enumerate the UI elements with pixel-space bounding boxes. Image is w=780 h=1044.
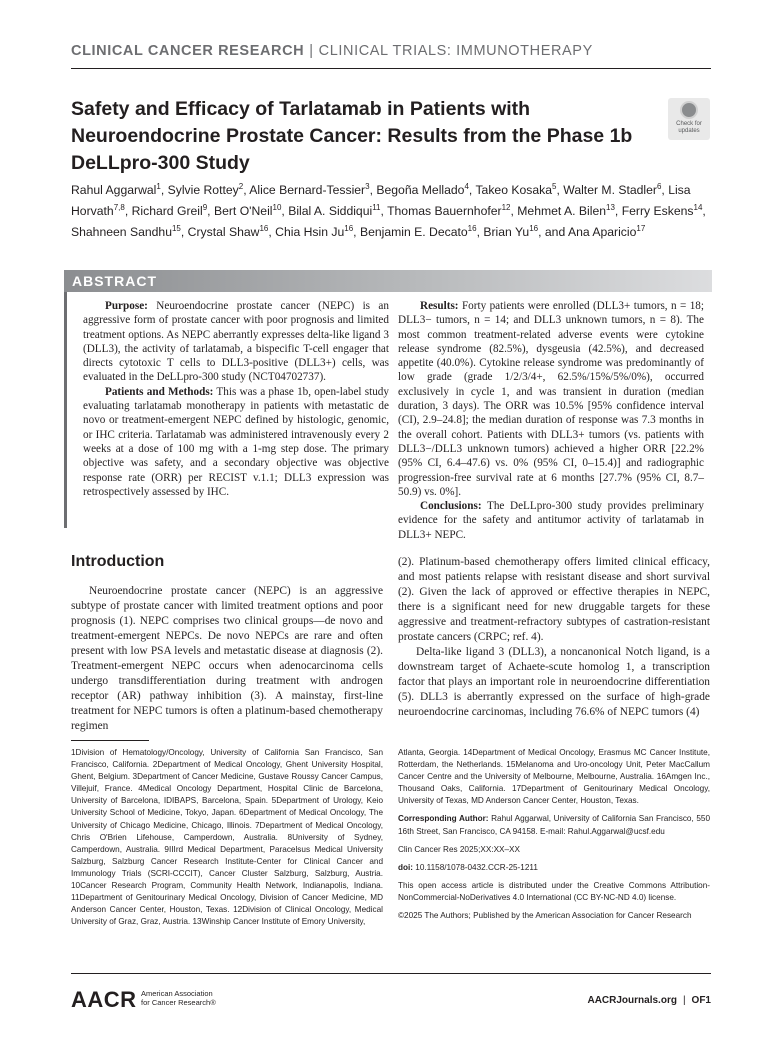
author-name: Rahul Aggarwal [71,183,157,198]
author-name: Ana Aparicio [567,225,637,240]
author-list [71,178,711,241]
copyright-note: ©2025 The Authors; Published by the American Association for Cancer Research [398,911,692,921]
author-separator: , [380,204,388,219]
author-affiliation: 14 [693,203,703,213]
author-affiliation: 2 [238,182,244,191]
author-name: Richard Greil [131,204,203,219]
author-name: Crystal Shaw [187,225,260,240]
citation: Clin Cancer Res 2025;XX:XX–XX [398,844,520,854]
abstract-results [398,299,704,499]
header-rule [71,68,711,69]
author-separator: , [661,183,669,198]
author-name: Thomas Bauernhofer [387,204,502,219]
abstract-purpose-label: Purpose: [105,300,148,312]
journal-site-link[interactable]: AACRJournals.org [587,995,677,1006]
author-separator: , [268,225,276,240]
author-affiliation: 16 [344,224,354,234]
corresponding-text: Rahul Aggarwal, University of California San Francisco, 550 16th Street, San Francisco, CA 94158. E-mail: Rahul.Aggarwal@ucsf.edu [398,814,710,836]
header-separator: | [309,43,314,59]
abstract-banner [64,270,712,292]
affiliations-left [71,747,383,934]
intro-left-column [71,584,383,734]
abstract-purpose-text: Neuroendocrine prostate cancer (NEPC) is an aggressive form of prostate cancer with poor prognosis and limited treatment options. As NEPC aberrantly expresses delta-like ligand 3 (DLL3), the activity of tarlatamab, a bispecific T-cell engager that directs cytotoxic T cells to DLL3-positive (DLL3+) cells, was evaluated in the DeLLpro-300 study (NCT04702737). [83,300,389,384]
journal-name: CLINICAL CANCER RESEARCH [71,43,305,59]
author-name: Shahneen Sandhu [71,225,172,240]
author-affiliation: 17 [636,224,646,234]
author-affiliation: 15 [171,224,181,234]
author-separator: , [510,204,518,219]
author-name: Bilal A. Siddiqui [288,204,373,219]
abstract-methods-text: This was a phase 1b, open-label study evaluating tarlatamab monotherapy in patients with metastatic de novo or treatment-emergent NEPC defined by histologic, genomic, or IHC criteria. Tarlatamab was administered intravenously every 2 weeks at a dose of 100 mg with a 1-mg step dose. The primary objective was safety, and a secondary objective was objective response rate (ORR) per RECIST v.1.1; DLL3 expression was retrospectively assessed by IHC. [83,385,389,498]
check-for-updates-badge[interactable] [668,98,710,140]
doi [398,862,710,874]
intro-paragraph-1: Neuroendocrine prostate cancer (NEPC) is an aggressive subtype of prostate cancer with limited treatment options and poor prognosis (1). NEPC comprises two clinical groups—de novo and treatment-emergent NEPCs. De novo NEPCs are rare and often present with low PSA levels and metastatic disease at diagnosis (2). Treatment-emergent NEPC occurs when adenocarcinoma cells undergo transdifferentiation during treatment with androgen receptor (AR) pathway inhibition (3). A mainstay, first-line treatment for NEPC tumors is often a platinum-based chemotherapy regimen [71,585,383,732]
journal-header [71,43,711,59]
author-name: Begoña Mellado [376,183,465,198]
author-affiliation: 16 [467,224,477,234]
author-name: Lisa Horvath [71,183,691,219]
aacr-org-name [141,989,216,1007]
abstract-conclusions-text: The DeLLpro-300 study provides preliminary evidence for the safety and antitumor activity of tarlatamab in DLL3+ NEPC. [398,500,704,541]
author-name: Bert O'Neil [213,204,273,219]
author-separator: , [353,225,360,240]
author-name: Alice Bernard-Tessier [249,183,366,198]
author-affiliation: 11 [372,203,381,213]
abstract-right-column [398,299,704,542]
author-name: Sylvie Rottey [167,183,239,198]
author-name: Ferry Eskens [621,204,694,219]
abstract-methods-label: Patients and Methods: [105,385,214,398]
journal-section: CLINICAL TRIALS: IMMUNOTHERAPY [318,43,593,59]
author-name: Walter M. Stadler [563,183,657,198]
author-separator: , [476,225,484,240]
author-affiliation: 13 [606,203,615,213]
abstract-results-label: Results: [420,300,459,312]
footer-page-info [587,995,711,1006]
footer-pipe: | [682,995,686,1006]
intro-paragraph-continued: (2). Platinum-based chemotherapy offers limited clinical efficacy, and most patients relapse with resistant disease and short survival (2). Given the lack of approved or effective therapies in NEPC, there is a significant need for new druggable targets for these aggressive and treatment-refractory subtypes of castration-resistant prostate cancers (CRPC; ref. 4). [398,556,710,643]
author-name: Mehmet A. Bilen [517,204,607,219]
license-note: This open access article is distributed under the Creative Commons Attribution-NonCommercial-NoDerivatives 4.0 International (CC BY-NC-ND 4.0) license. [398,880,710,902]
author-affiliation: 6 [656,182,662,191]
author-affiliation: 5 [552,182,557,191]
author-affiliation: 16 [529,224,539,234]
introduction-heading: Introduction [71,553,165,570]
abstract-conclusions [398,499,704,542]
article-title: Safety and Efficacy of Tarlatamab in Patients with Neuroendocrine Prostate Cancer: Results from the Phase 1b DeLLpro-300 Study [71,98,633,174]
affiliations-right [398,747,710,928]
check-updates-label: Check for updates [676,121,702,134]
abstract-purpose [83,299,389,385]
author-separator: , [243,183,250,198]
intro-paragraph-2: Delta-like ligand 3 (DLL3), a noncanonical Notch ligand, is a downstream target of Achaete-scute homolog 1, a transcription factor that plays an important role in neuroendocrine differentiation (5). DLL3 is aberrantly expressed on the surface of high-grade neuroendocrine carcinomas, including 76.6% of NEPC tumors (4) [398,646,710,718]
doi-link[interactable]: 10.1158/1078-0432.CCR-25-1211 [413,862,538,872]
affiliations-text-right: Atlanta, Georgia. 14Department of Medical Oncology, Erasmus MC Cancer Institute, Rotterdam, the Netherlands. 15Melanoma and Uro-oncology Unit, Peter MacCallum Cancer Centre and the University of Melbourne, Melbourne, Australia. 16Amgen Inc., Thousand Oaks, California. 17Department of Genitourinary Medical Oncology, University of Texas, MD Anderson Cancer Center, Houston, Texas. [398,748,710,806]
author-affiliation: 16 [259,224,269,234]
footer-rule [71,973,711,974]
check-updates-icon [680,101,698,119]
author-separator: , [160,183,168,198]
abstract-conclusions-label: Conclusions: [420,500,482,513]
corresponding-author [398,813,710,837]
author-affiliation: 12 [501,203,511,213]
aacr-logo[interactable]: AACR [71,987,137,1012]
abstract-methods [83,385,389,499]
author-separator: , and [538,225,568,240]
doi-label: doi: [398,862,414,872]
author-separator: , [180,225,188,240]
abstract-results-text: Forty patients were enrolled (DLL3+ tumors, n = 18; DLL3− tumors, n = 14; and DLL3 unknown tumors, n = 8). The most common treatment-related adverse events were cytokine release syndrome (82.5%), dysgeusia (42.5%), and decreased appetite (40.0%). Cytokine release syndrome was predominantly of low grade (grade 1/2/3/4+, 62.5%/15%/5%/0%), occurred exclusively in cycle 1, and was transient in duration (median duration, 3 days). The ORR was 10.5% [95% confidence interval (CI), 2.9–24.8]; the median duration of response was 7.3 months in the overall cohort. Patients with DLL3+ tumors (vs. patients with DLL3−/DLL3 unknown tumors) achieved a higher ORR [22.2% (95% CI, 6.4–47.6) vs. 0% (95% CI, 0–15.4)] and radiographic progression-free survival rate at 6 months [27.7% (95% CI, 8.7–50.9) vs. 0%]. [398,300,704,498]
author-separator: , [614,204,622,219]
author-affiliation: 7,8 [113,203,125,213]
author-name: Benjamin E. Decato [359,225,468,240]
author-separator: , [468,183,476,198]
affiliations-text-left: 1Division of Hematology/Oncology, University of California San Francisco, San Francisco, California. 2Department of Medical Oncology, Ghent University Hospital, Ghent, Belgium. 3Department of Cancer Medicine, Gustave Roussy Cancer Campus, Villejuif, France. 4Medical Oncology Department, Hospital Clinic de Barcelona, University of Barcelona, IDIBAPS, Barcelona, Spain. 5Department of Urology, Keio University School of Medicine, Tokyo, Japan. 6Department of Medical Oncology, The University of Chicago Medicine, Chicago, Illinois. 7Department of Medical Oncology, Chris O'Brien Lifehouse, Camperdown, Australia. 8University of Sydney, Camperdown, Australia. 9IIIrd Medical Department, Paracelsus Medical University Salzburg, Salzburg Cancer Research Institute-Center for Clinical Cancer and Immunology Trials (SCRI-CCCIT), Cancer Cluster Salzburg, Salzburg, Austria. 10Cancer Research Program, Community Health Network, Indianapolis, Indiana. 11Department of Genitourinary Medical Oncology, Division of Cancer Medicine, MD Anderson Cancer Center, Houston, Texas. 12Division of Clinical Oncology, Medical University of Graz, Graz, Austria. 13Winship Cancer Institute of Emory University, [71,748,383,927]
intro-right-column [398,555,710,720]
corresponding-label: Corresponding Author: [398,814,489,824]
author-separator: , [207,204,214,219]
aacr-org-line-1: American Association [141,989,213,998]
author-affiliation: 10 [272,203,282,213]
footnote-rule [71,740,149,741]
abstract-left-column [83,299,389,499]
author-separator: , [124,204,132,219]
aacr-org-line-2: for Cancer Research® [141,998,216,1007]
author-name: Takeo Kosaka [475,183,553,198]
author-affiliation: 3 [365,182,370,191]
author-affiliation: 4 [464,182,469,191]
abstract-side-rule [64,292,67,528]
author-separator: , [702,204,706,219]
author-separator: , [369,183,377,198]
abstract-heading: ABSTRACT [72,273,157,289]
author-affiliation: 9 [202,203,208,213]
author-name: Chia Hsin Ju [275,225,345,240]
author-separator: , [281,204,289,219]
author-name: Brian Yu [483,225,530,240]
author-affiliation: 1 [156,182,161,191]
page-number: OF1 [691,995,711,1006]
author-separator: , [556,183,564,198]
